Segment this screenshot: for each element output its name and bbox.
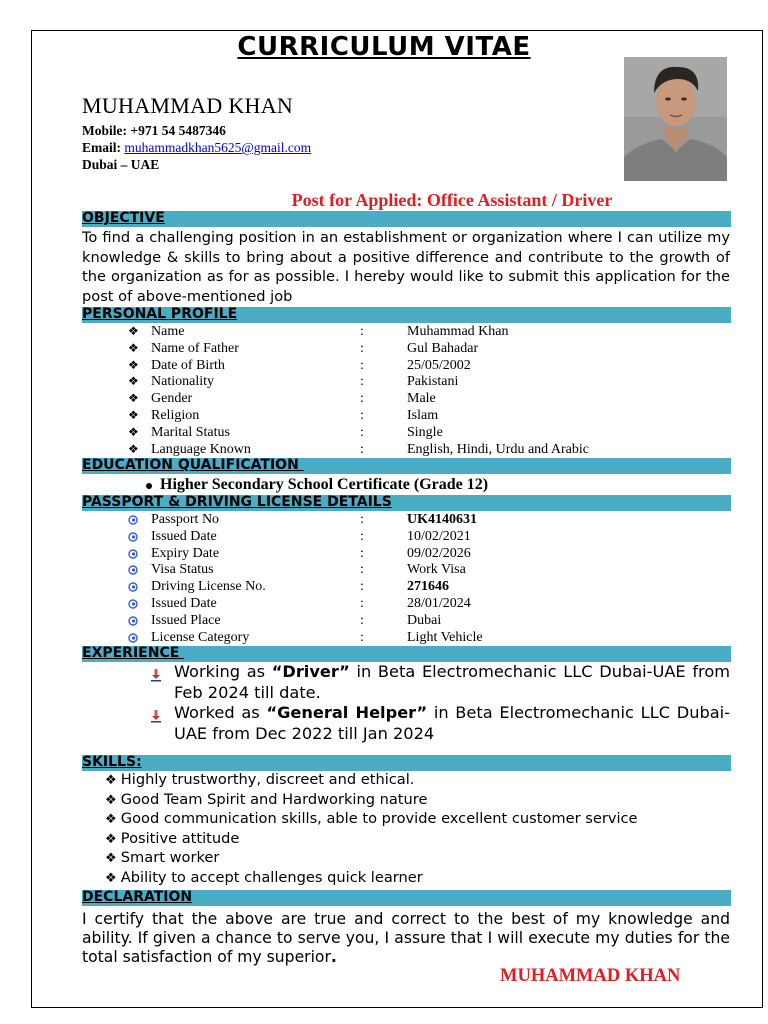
swirl-bullet-icon — [128, 616, 138, 626]
skill-text: Highly trustworthy, discreet and ethical. — [120, 771, 415, 788]
personal-value: Muhammad Khan — [407, 324, 509, 339]
skill-item — [105, 869, 423, 886]
colon-separator: : — [360, 374, 364, 390]
colon-separator: : — [360, 629, 364, 645]
passport-label: Visa Status — [151, 562, 214, 578]
experience-1-suffix: in Beta Electromechanic LLC Dubai-UAE from Feb 2024 till date. — [174, 662, 730, 702]
swirl-bullet-icon — [128, 532, 138, 542]
passport-value: Work Visa — [407, 562, 466, 578]
colon-separator: : — [360, 596, 364, 611]
experience-1-prefix: Working as — [174, 662, 272, 681]
section-bar-experience — [82, 646, 731, 662]
personal-row — [0, 391, 768, 408]
diamond-bullet-icon: ❖ — [128, 324, 139, 338]
passport-value: Light Vehicle — [407, 629, 483, 645]
diamond-bullet-icon: ❖ — [105, 851, 121, 867]
colon-separator: : — [360, 612, 364, 628]
declaration-end: . — [330, 948, 337, 966]
personal-row — [0, 425, 768, 442]
personal-label: Nationality — [151, 374, 214, 390]
colon-separator: : — [360, 545, 364, 561]
personal-label: Religion — [151, 408, 200, 423]
diamond-bullet-icon: ❖ — [105, 773, 121, 788]
section-title-skills: SKILLS: — [82, 754, 142, 770]
swirl-bullet-icon — [128, 582, 138, 592]
declaration-text — [82, 910, 730, 967]
passport-value: 10/02/2021 — [407, 528, 471, 544]
experience-1-role: “Driver” — [271, 662, 350, 681]
email-link[interactable]: muhammadkhan5625@gmail.com — [124, 140, 312, 155]
section-title-declaration: DECLARATION — [82, 889, 193, 905]
swirl-bullet-icon — [128, 565, 138, 575]
colon-separator: : — [360, 579, 364, 595]
passport-value: Dubai — [407, 612, 442, 628]
passport-row — [0, 596, 768, 613]
objective-text: To find a challenging position in an establishment or organization where I can utilize my knowledge & skills to bring about a positive difference and contribute to the growth of the organization as for as possible. I hereby would like to submit this application for the post of above-mentioned job — [82, 229, 730, 305]
passport-value: 28/01/2024 — [407, 596, 471, 611]
passport-label: Expiry Date — [151, 545, 220, 561]
experience-item-2 — [174, 703, 730, 744]
education-item: Higher Secondary School Certificate (Grade 12) — [160, 476, 489, 493]
personal-value: Gul Bahadar — [407, 340, 479, 356]
personal-row — [0, 341, 768, 358]
skill-item — [105, 771, 414, 788]
signature-name: MUHAMMAD KHAN — [500, 966, 681, 986]
experience-2-role: “General Helper” — [266, 703, 428, 722]
colon-separator: : — [360, 391, 364, 407]
post-applied: Post for Applied: Office Assistant / Driver — [291, 190, 613, 210]
personal-value: Single — [407, 424, 443, 440]
section-title-passport: PASSPORT & DRIVING LICENSE DETAILS — [82, 494, 392, 510]
skill-text: Smart worker — [120, 849, 220, 867]
diamond-bullet-icon: ❖ — [105, 812, 121, 828]
skill-text: Positive attitude — [120, 829, 240, 847]
passport-row — [0, 546, 768, 563]
personal-label: Marital Status — [151, 424, 230, 440]
colon-separator: : — [360, 512, 364, 527]
mobile-value: +971 54 5487346 — [130, 123, 226, 138]
page-title: CURRICULUM VITAE — [237, 32, 531, 62]
colon-separator: : — [360, 340, 364, 356]
down-arrow-bullet-icon — [150, 709, 162, 723]
swirl-bullet-icon — [128, 515, 138, 525]
passport-label: Driving License No. — [151, 579, 266, 595]
diamond-bullet-icon: ❖ — [128, 340, 139, 355]
down-arrow-bullet-icon — [150, 668, 162, 682]
diamond-bullet-icon: ❖ — [105, 871, 121, 886]
personal-value: Pakistani — [407, 374, 459, 390]
section-bar-skills — [82, 755, 731, 771]
section-title-personal: PERSONAL PROFILE — [82, 306, 238, 322]
diamond-bullet-icon: ❖ — [128, 441, 139, 456]
email-line — [82, 140, 311, 156]
dot-bullet-icon — [146, 483, 152, 489]
passport-row — [0, 529, 768, 546]
skill-text: Ability to accept challenges quick learner — [120, 869, 423, 886]
section-bar-declaration — [82, 890, 731, 906]
personal-value: English, Hindi, Urdu and Arabic — [407, 441, 589, 457]
passport-value: 271646 — [407, 579, 449, 595]
personal-row — [0, 408, 768, 425]
swirl-bullet-icon — [128, 633, 138, 643]
personal-row — [0, 324, 768, 341]
skill-text: Good Team Spirit and Hardworking nature — [120, 790, 428, 808]
passport-value: 09/02/2026 — [407, 545, 471, 561]
mobile-label: Mobile: — [82, 123, 127, 138]
colon-separator: : — [360, 408, 364, 423]
diamond-bullet-icon: ❖ — [105, 792, 121, 808]
section-bar-passport — [82, 495, 731, 511]
personal-label: Name — [151, 324, 185, 339]
colon-separator: : — [360, 441, 364, 457]
applicant-name: MUHAMMAD KHAN — [82, 93, 294, 118]
passport-row — [0, 512, 768, 529]
personal-label: Language Known — [151, 441, 251, 457]
section-title-experience: EXPERIENCE — [82, 645, 185, 661]
personal-label: Date of Birth — [151, 357, 225, 373]
declaration-body: I certify that the above are true and correct to the best of my knowledge and ability. If given a chance to serve you, I assure that I will execute my duties for the total satisfaction of my superior — [82, 910, 730, 966]
personal-value: Islam — [407, 408, 439, 423]
experience-2-suffix: in Beta Electromechanic LLC Dubai-UAE from Dec 2022 till Jan 2024 — [174, 703, 730, 743]
section-bar-objective — [82, 211, 731, 227]
swirl-bullet-icon — [128, 549, 138, 559]
diamond-bullet-icon: ❖ — [128, 374, 139, 389]
personal-label: Gender — [151, 391, 193, 407]
skill-item — [105, 849, 219, 866]
colon-separator: : — [360, 424, 364, 440]
diamond-bullet-icon: ❖ — [128, 424, 139, 439]
experience-item-1 — [174, 662, 730, 703]
colon-separator: : — [360, 528, 364, 544]
passport-label: Passport No — [151, 512, 220, 527]
personal-value: Male — [407, 391, 436, 407]
swirl-bullet-icon — [128, 599, 138, 609]
section-bar-education — [82, 458, 731, 474]
section-bar-personal — [82, 307, 731, 323]
diamond-bullet-icon: ❖ — [128, 357, 139, 372]
passport-label: License Category — [151, 629, 250, 645]
skill-text: Good communication skills, able to provide excellent customer service — [120, 810, 638, 828]
skill-item — [105, 830, 239, 847]
skill-item — [105, 810, 638, 827]
passport-value: UK4140631 — [407, 512, 477, 527]
personal-value: 25/05/2002 — [407, 357, 471, 373]
section-title-education: EDUCATION QUALIFICATION — [82, 457, 304, 473]
section-title-objective: OBJECTIVE — [82, 210, 165, 226]
passport-row — [0, 562, 768, 579]
colon-separator: : — [360, 357, 364, 373]
personal-row — [0, 358, 768, 375]
passport-label: Issued Date — [151, 596, 217, 611]
profile-photo — [624, 57, 727, 181]
personal-row — [0, 374, 768, 391]
passport-row — [0, 613, 768, 630]
passport-row — [0, 579, 768, 596]
diamond-bullet-icon: ❖ — [128, 408, 139, 422]
passport-label: Issued Date — [151, 528, 217, 544]
personal-label: Name of Father — [151, 340, 239, 356]
location-line: Dubai – UAE — [82, 157, 160, 172]
passport-label: Issued Place — [151, 612, 221, 628]
colon-separator: : — [360, 324, 364, 339]
diamond-bullet-icon: ❖ — [128, 391, 139, 406]
skill-item — [105, 791, 427, 808]
email-label: Email: — [82, 140, 121, 155]
diamond-bullet-icon: ❖ — [105, 831, 121, 847]
colon-separator: : — [360, 562, 364, 578]
experience-2-prefix: Worked as — [174, 703, 267, 722]
mobile-line — [82, 123, 226, 139]
